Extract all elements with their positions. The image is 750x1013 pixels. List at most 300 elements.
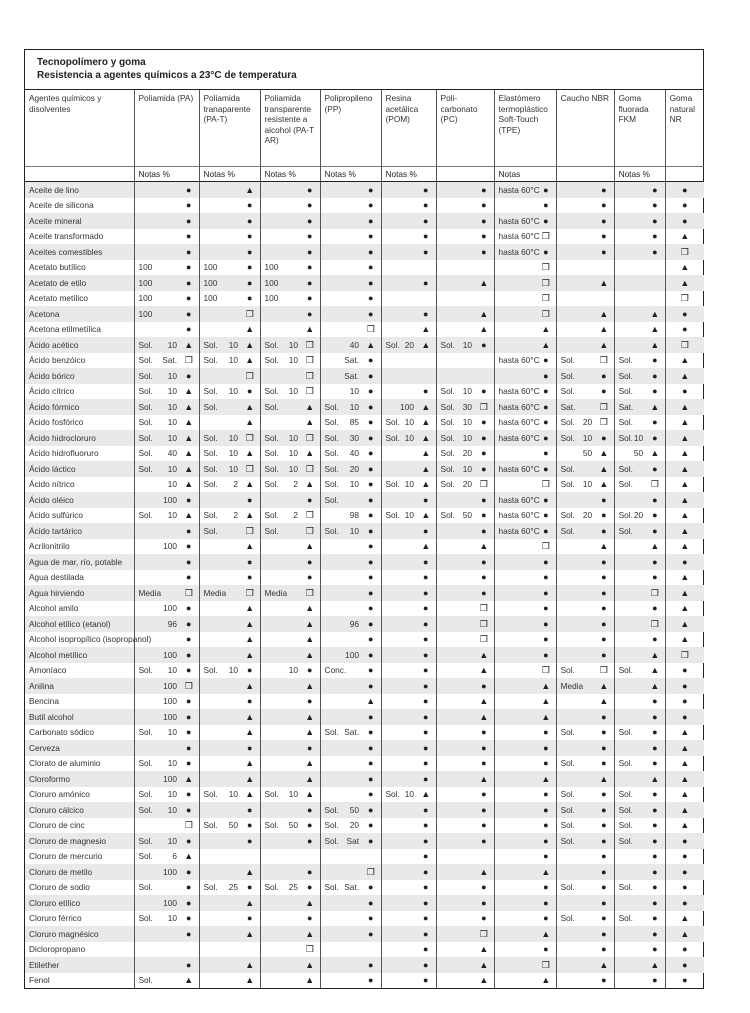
note-value <box>556 601 594 617</box>
rating-icon: ● <box>368 913 374 923</box>
table-row <box>25 678 704 694</box>
rating-icon: ❒ <box>240 523 260 539</box>
rating-icon: ▲ <box>599 696 609 706</box>
note-value <box>556 756 594 772</box>
rating-icon: ● <box>240 244 260 260</box>
note-text: Sol. <box>324 401 339 412</box>
rating-icon: ● <box>645 895 665 911</box>
rating-icon: ● <box>481 820 487 830</box>
note-value <box>320 399 361 415</box>
note-text: Sol. <box>138 835 153 846</box>
rating-icon: ● <box>601 510 607 520</box>
percent-text: Sat. <box>162 355 177 365</box>
note-value <box>494 570 536 586</box>
note-value <box>260 694 300 710</box>
percent-text: 2 <box>293 479 298 489</box>
note-value <box>320 570 361 586</box>
rating-icon: ● <box>536 833 556 849</box>
note-value <box>260 725 300 741</box>
rating-icon: ● <box>423 696 429 706</box>
notes-header: Notas % <box>199 167 260 182</box>
rating-icon: ▲ <box>665 539 704 555</box>
rating-icon: ● <box>652 944 658 954</box>
rating-icon: ● <box>247 293 253 303</box>
note-text: 100 <box>138 293 153 303</box>
note-value <box>134 973 179 989</box>
note-text: Sol. <box>385 432 400 443</box>
note-value <box>199 213 240 229</box>
rating-icon: ❒ <box>479 479 488 489</box>
note-value <box>436 446 474 462</box>
note-value <box>199 306 240 322</box>
percent-text: 10 <box>349 525 360 536</box>
notes-header: Notas <box>494 167 556 182</box>
note-value <box>134 477 179 493</box>
note-value <box>199 849 240 865</box>
rating-icon: ● <box>645 461 665 477</box>
table-row <box>25 353 704 369</box>
rating-icon: ● <box>474 244 494 260</box>
rating-icon: ● <box>594 430 614 446</box>
column-header: Agentes químicos y disolventes <box>29 93 102 114</box>
note-value <box>381 942 416 958</box>
note-value <box>556 399 594 415</box>
note-value <box>199 477 240 493</box>
note-text: Sol. <box>385 510 400 520</box>
note-value <box>199 368 240 384</box>
rating-icon: ▲ <box>300 957 320 973</box>
rating-icon: ▲ <box>245 510 255 520</box>
note-value <box>134 663 179 679</box>
percent-text: 50 <box>633 448 644 458</box>
rating-icon: ● <box>652 417 658 427</box>
note-value <box>199 818 240 834</box>
percent-text: 100 <box>163 711 177 722</box>
note-value <box>494 802 536 818</box>
rating-icon: ● <box>300 213 320 229</box>
note-value <box>134 771 179 787</box>
rating-icon: ▲ <box>305 448 315 458</box>
rating-icon: ● <box>665 709 704 725</box>
note-value <box>260 554 300 570</box>
rating-icon: ● <box>423 944 429 954</box>
rating-icon: ● <box>665 957 704 973</box>
note-value <box>134 306 179 322</box>
percent-text: 10 <box>404 417 415 427</box>
rating-icon: ❒ <box>305 355 314 365</box>
percent-text: 10 <box>167 835 177 846</box>
note-value <box>614 260 645 276</box>
rating-icon: ❒ <box>300 461 320 477</box>
note-value <box>260 275 300 291</box>
note-text: Sol. <box>560 370 575 381</box>
rating-icon: ● <box>594 585 614 601</box>
rating-icon: ● <box>652 572 658 582</box>
note-value <box>199 740 240 756</box>
note-value <box>134 337 179 353</box>
rating-icon: ● <box>186 200 192 210</box>
rating-icon: ● <box>186 882 192 892</box>
note-value <box>556 694 594 710</box>
rating-icon: ❒ <box>645 585 665 601</box>
note-value <box>556 368 594 384</box>
note-text: Sol. <box>560 463 575 474</box>
rating-icon: ❒ <box>665 244 704 260</box>
rating-icon: ● <box>307 231 313 241</box>
rating-icon: ▲ <box>479 324 489 334</box>
note-text: Sol. <box>138 727 153 737</box>
note-text: Sol. <box>264 386 279 396</box>
note-value <box>199 523 240 539</box>
rating-icon: ● <box>247 913 253 923</box>
rating-icon: ▲ <box>474 275 494 291</box>
rating-icon: ❒ <box>305 510 314 520</box>
rating-icon: ● <box>361 461 381 477</box>
note-value <box>134 616 179 632</box>
note-value <box>436 585 474 601</box>
note-value <box>436 384 474 400</box>
note-value <box>556 322 594 338</box>
table-row <box>25 616 704 632</box>
rating-icon: ▲ <box>594 337 614 353</box>
rating-icon: ● <box>179 864 199 880</box>
rating-icon: ▲ <box>245 727 255 737</box>
note-value <box>436 973 474 989</box>
rating-icon: ● <box>361 275 381 291</box>
note-value <box>320 787 361 803</box>
rating-icon: ▲ <box>300 616 320 632</box>
rating-icon: ▲ <box>184 448 194 458</box>
rating-icon: ● <box>601 758 607 768</box>
rating-icon: ● <box>423 386 429 396</box>
percent-text: 10 <box>288 355 298 365</box>
rating-icon: ● <box>368 882 374 892</box>
rating-icon: ● <box>416 802 436 818</box>
rating-icon: ● <box>645 926 665 942</box>
note-value <box>381 399 416 415</box>
note-text: 100 <box>264 262 279 272</box>
rating-icon: ▲ <box>245 541 255 551</box>
note-value <box>320 895 361 911</box>
note-value <box>494 942 536 958</box>
table-row <box>25 415 704 431</box>
rating-icon: ● <box>481 882 487 892</box>
rating-icon: ● <box>240 554 260 570</box>
note-value <box>199 384 240 400</box>
note-value <box>436 260 474 276</box>
rating-icon: ● <box>416 275 436 291</box>
note-value <box>260 260 300 276</box>
note-value <box>614 787 645 803</box>
note-value <box>614 663 645 679</box>
rating-icon: ● <box>543 386 549 396</box>
note-text: hasta 60°C <box>498 417 540 427</box>
rating-icon: ● <box>652 789 658 799</box>
note-value <box>260 895 300 911</box>
rating-icon <box>361 849 381 865</box>
rating-icon: ● <box>423 727 429 737</box>
rating-icon: ❒ <box>536 957 556 973</box>
rating-icon: ● <box>368 231 374 241</box>
rating-icon: ▲ <box>240 616 260 632</box>
rating-icon <box>474 849 494 865</box>
note-value <box>494 399 540 415</box>
note-value <box>494 539 536 555</box>
note-value <box>320 291 361 307</box>
note-value <box>320 554 361 570</box>
rating-icon: ▲ <box>479 944 489 954</box>
note-value <box>134 802 179 818</box>
note-text: Sol. <box>560 432 575 443</box>
note-value <box>199 322 240 338</box>
note-value <box>436 275 474 291</box>
rating-icon: ▲ <box>474 709 494 725</box>
rating-icon: ● <box>665 306 704 322</box>
note-value <box>614 632 645 648</box>
rating-icon: ● <box>601 200 607 210</box>
table-row <box>25 957 704 973</box>
note-value <box>134 260 179 276</box>
note-value <box>556 523 594 539</box>
note-value <box>381 585 416 601</box>
note-value <box>556 477 594 493</box>
rating-icon: ● <box>665 942 704 958</box>
note-text: 100 <box>203 262 218 272</box>
rating-icon: ● <box>300 740 320 756</box>
rating-icon <box>474 260 494 276</box>
note-value <box>260 384 300 400</box>
rating-icon: ▲ <box>479 665 489 675</box>
table-row <box>25 787 704 803</box>
rating-icon: ❒ <box>665 337 704 353</box>
note-text: Sol. <box>560 525 575 536</box>
note-text: hasta 60°C <box>498 401 540 412</box>
percent-text: 25 <box>228 882 238 892</box>
rating-icon: ❒ <box>479 634 488 644</box>
note-text: Sol. <box>560 665 575 675</box>
note-text: 100 <box>138 308 153 319</box>
rating-icon: ▲ <box>240 647 260 663</box>
rating-icon: ● <box>601 882 607 892</box>
note-value <box>436 399 474 415</box>
table-row <box>25 508 704 524</box>
note-value <box>494 725 536 741</box>
rating-icon: ● <box>652 510 658 520</box>
note-text: Sol. <box>324 525 339 536</box>
rating-icon: ▲ <box>541 975 551 985</box>
percent-text: 50 <box>349 804 360 815</box>
note-text: Sol. <box>264 432 279 443</box>
rating-icon: ❒ <box>300 585 320 601</box>
percent-text: 96 <box>349 618 360 629</box>
rating-icon: ● <box>481 386 487 396</box>
rating-icon: ▲ <box>245 758 255 768</box>
agent-name: Ácido nítrico <box>29 479 75 489</box>
note-value <box>436 353 474 369</box>
note-value <box>614 430 645 446</box>
table-row <box>25 539 704 555</box>
note-text: Sol. <box>440 479 455 489</box>
rating-icon: ❒ <box>599 417 608 427</box>
rating-icon: ● <box>652 913 658 923</box>
rating-icon: ❒ <box>474 926 494 942</box>
percent-text: 10 <box>349 479 360 489</box>
agent-name: Ácido acético <box>25 337 134 353</box>
rating-icon: ● <box>474 461 494 477</box>
rating-icon: ● <box>423 851 429 861</box>
note-text: Sol. <box>324 448 339 458</box>
note-text: Sol. <box>618 913 633 923</box>
note-text: Sol. <box>138 417 153 427</box>
note-value <box>494 849 536 865</box>
rating-icon: ● <box>536 492 556 508</box>
rating-icon: ● <box>416 306 436 322</box>
rating-icon: ❒ <box>305 944 314 954</box>
percent-text: Sat. <box>344 727 360 737</box>
percent-text: 98 <box>349 510 360 520</box>
note-value <box>134 430 179 446</box>
note-value <box>436 942 474 958</box>
note-value <box>260 306 300 322</box>
rating-icon: ▲ <box>665 260 704 276</box>
rating-icon: ● <box>594 368 614 384</box>
rating-icon: ● <box>186 727 192 737</box>
rating-icon: ● <box>186 293 192 303</box>
rating-icon <box>416 291 436 307</box>
note-value <box>381 446 416 462</box>
note-value <box>320 337 361 353</box>
rating-icon: ▲ <box>645 306 665 322</box>
note-value <box>556 585 594 601</box>
note-value <box>614 647 645 663</box>
rating-icon: ▲ <box>416 430 436 446</box>
rating-icon: ● <box>645 833 665 849</box>
rating-icon: ● <box>665 322 704 338</box>
note-value <box>556 895 594 911</box>
percent-text: 100 <box>163 897 177 908</box>
note-value <box>320 771 361 787</box>
agent-name: Agua destilada <box>29 572 84 582</box>
rating-icon <box>474 291 494 307</box>
note-value <box>134 182 179 198</box>
note-value <box>199 802 240 818</box>
note-value <box>494 709 536 725</box>
rating-icon: ● <box>179 616 199 632</box>
rating-icon: ▲ <box>300 678 320 694</box>
percent-text: 10 <box>167 789 177 799</box>
note-value <box>436 957 474 973</box>
note-value <box>134 756 179 772</box>
rating-icon: ❒ <box>541 262 550 272</box>
agent-name: Cloruro de mercurio <box>29 851 103 861</box>
note-value <box>320 616 361 632</box>
note-value <box>199 399 240 415</box>
note-value <box>494 523 540 539</box>
note-value <box>320 492 361 508</box>
rating-icon: ● <box>645 244 665 260</box>
table-row <box>25 461 704 477</box>
rating-icon: ▲ <box>665 601 704 617</box>
note-text: Sol. <box>560 510 575 520</box>
rating-icon: ▲ <box>240 337 260 353</box>
note-value <box>556 554 594 570</box>
note-value <box>381 911 416 927</box>
column-header: Goma natural NR <box>665 90 704 167</box>
note-value <box>494 554 536 570</box>
rating-icon: ❒ <box>179 678 199 694</box>
table-row <box>25 492 704 508</box>
rating-icon: ● <box>474 895 494 911</box>
rating-icon: ● <box>652 975 658 985</box>
rating-icon: ▲ <box>305 789 315 799</box>
note-value <box>494 585 536 601</box>
note-value <box>320 957 361 973</box>
note-text: Media <box>560 680 584 691</box>
agent-name: Ácido oléico <box>25 492 134 508</box>
percent-text: 25 <box>288 882 298 892</box>
note-value <box>381 926 416 942</box>
note-value <box>436 291 474 307</box>
note-value <box>134 740 179 756</box>
note-value <box>320 198 361 214</box>
note-value <box>260 601 300 617</box>
rating-icon: ● <box>536 523 556 539</box>
rating-icon: ● <box>368 603 374 613</box>
rating-icon: ● <box>179 244 199 260</box>
percent-text: 10 <box>462 386 473 396</box>
note-value <box>320 601 361 617</box>
rating-icon: ▲ <box>305 975 315 985</box>
note-value <box>494 663 536 679</box>
note-text: Sol. <box>203 339 218 350</box>
rating-icon: ▲ <box>421 479 431 489</box>
rating-icon: ● <box>481 572 487 582</box>
note-value <box>436 787 474 803</box>
note-value <box>436 601 474 617</box>
note-text: Sol. <box>560 355 575 365</box>
rating-icon: ▲ <box>479 696 489 706</box>
rating-icon: ● <box>361 585 381 601</box>
rating-icon <box>645 275 665 291</box>
percent-text: 10 <box>167 417 177 427</box>
rating-icon: ● <box>481 200 487 210</box>
note-value <box>134 818 179 834</box>
note-value <box>381 244 416 260</box>
table-row <box>25 694 704 710</box>
note-text: Sol. <box>203 820 218 830</box>
note-value <box>320 632 361 648</box>
agent-name: Alcohol metílico <box>25 647 134 663</box>
rating-icon: ● <box>179 647 199 663</box>
note-text: Sol. <box>440 401 455 412</box>
rating-icon: ❒ <box>650 479 659 489</box>
percent-text: 20 <box>582 417 593 427</box>
note-value <box>199 601 240 617</box>
note-value <box>556 384 594 400</box>
rating-icon: ● <box>179 554 199 570</box>
rating-icon: ● <box>645 709 665 725</box>
rating-icon: ● <box>652 758 658 768</box>
agent-name: Carbonato sódico <box>29 727 95 737</box>
note-value <box>260 818 300 834</box>
note-text: Sol. <box>440 448 455 458</box>
rating-icon: ● <box>594 895 614 911</box>
table-row <box>25 244 704 260</box>
rating-icon: ▲ <box>240 957 260 973</box>
percent-text: 20 <box>349 820 360 830</box>
note-value <box>614 601 645 617</box>
rating-icon: ● <box>186 262 192 272</box>
